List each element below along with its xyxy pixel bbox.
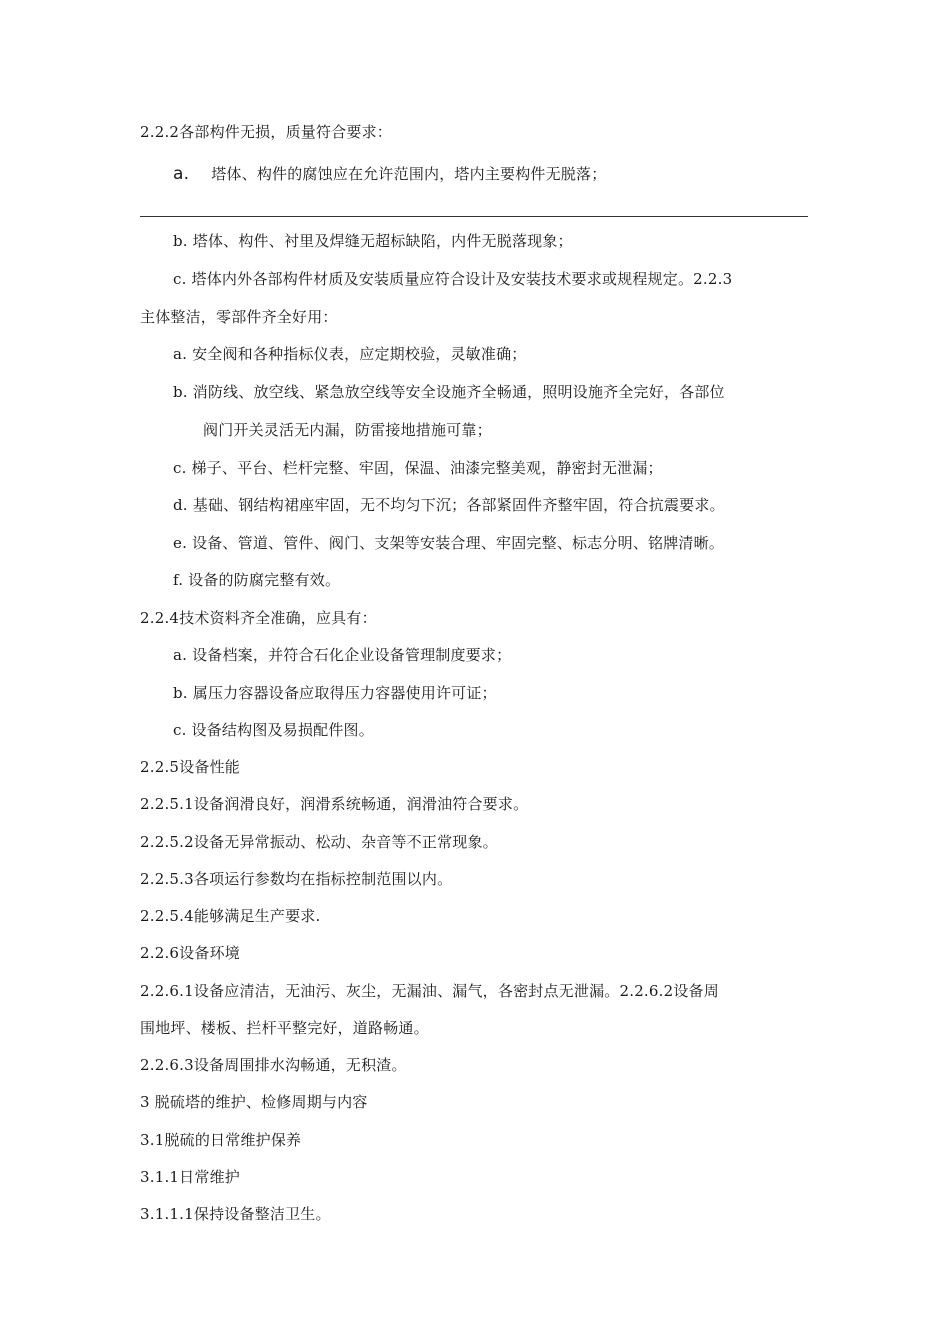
- list-item-e-installation: e. 设备、管道、管件、阀门、支架等安装合理、牢固完整、标志分明、铭牌清晰。: [173, 534, 725, 552]
- section-3-heading: 3 脱硫塔的维护、检修周期与内容: [140, 1093, 368, 1111]
- section-2-2-5-1: 2.2.5.1设备润滑良好，润滑系统畅通，润滑油符合要求。: [140, 795, 529, 813]
- list-item-c-tower-materials: c. 塔体内外各部构件材质及安装质量应符合设计及安装技术要求或规程规定。2.2.3: [173, 270, 733, 288]
- list-item-b-pressure-vessel: b. 属压力容器设备应取得压力容器使用许可证；: [173, 684, 497, 702]
- horizontal-divider: [140, 216, 808, 217]
- list-item-d-foundation: d. 基础、钢结构裙座牢固，无不均匀下沉；各部紧固件齐整牢固，符合抗震要求。: [173, 496, 725, 514]
- list-item-f-anticorrosion: f. 设备的防腐完整有效。: [173, 571, 341, 589]
- list-item-c-ladders: c. 梯子、平台、栏杆完整、牢固，保温、油漆完整美观，静密封无泄漏；: [173, 459, 663, 477]
- section-3-1-heading: 3.1脱硫的日常维护保养: [140, 1131, 302, 1149]
- section-2-2-6-2-continuation: 围地坪、楼板、拦杆平整完好，道路畅通。: [140, 1019, 429, 1037]
- list-item-c-structure-drawings: c. 设备结构图及易损配件图。: [173, 721, 374, 739]
- section-2-2-3-continuation: 主体整洁，零部件齐全好用：: [140, 308, 338, 326]
- list-item-a-equipment-files: a. 设备档案，并符合石化企业设备管理制度要求；: [173, 646, 512, 664]
- section-2-2-4-heading: 2.2.4技术资料齐全准确，应具有：: [140, 609, 377, 627]
- section-2-2-2-heading: 2.2.2各部构件无损，质量符合要求：: [140, 123, 392, 141]
- section-2-2-5-4: 2.2.5.4能够满足生产要求.: [140, 907, 321, 925]
- section-3-1-1-1: 3.1.1.1保持设备整洁卫生。: [140, 1205, 331, 1223]
- list-item-text: 塔体、构件的腐蚀应在允许范围内，塔内主要构件无脱落；: [211, 165, 607, 183]
- list-item-b-fire-lines: b. 消防线、放空线、紧急放空线等安全设施齐全畅通，照明设施齐全完好，各部位: [173, 383, 725, 401]
- section-2-2-6-3: 2.2.6.3设备周围排水沟畅通，无积渣。: [140, 1056, 407, 1074]
- list-item-a-safety-valves: a. 安全阀和各种指标仪表，应定期校验，灵敏准确；: [173, 345, 527, 363]
- section-2-2-6-heading: 2.2.6设备环境: [140, 944, 240, 962]
- list-marker: a.: [173, 164, 190, 184]
- section-3-1-1-heading: 3.1.1日常维护: [140, 1168, 240, 1186]
- section-2-2-6-1: 2.2.6.1设备应清洁，无油污、灰尘，无漏油、漏气，各密封点无泄漏。2.2.6.2设备周: [140, 982, 719, 1000]
- section-2-2-5-2: 2.2.5.2设备无异常振动、松动、杂音等不正常现象。: [140, 833, 498, 851]
- list-item-b-continuation: 阀门开关灵活无内漏，防雷接地措施可靠；: [203, 421, 492, 439]
- section-2-2-5-heading: 2.2.5设备性能: [140, 758, 240, 776]
- section-2-2-5-3: 2.2.5.3各项运行参数均在指标控制范围以内。: [140, 870, 453, 888]
- list-item-a-tower-corrosion: [173, 164, 813, 184]
- list-item-b-tower-defects: b. 塔体、构件、衬里及焊缝无超标缺陷，内件无脱落现象；: [173, 232, 573, 250]
